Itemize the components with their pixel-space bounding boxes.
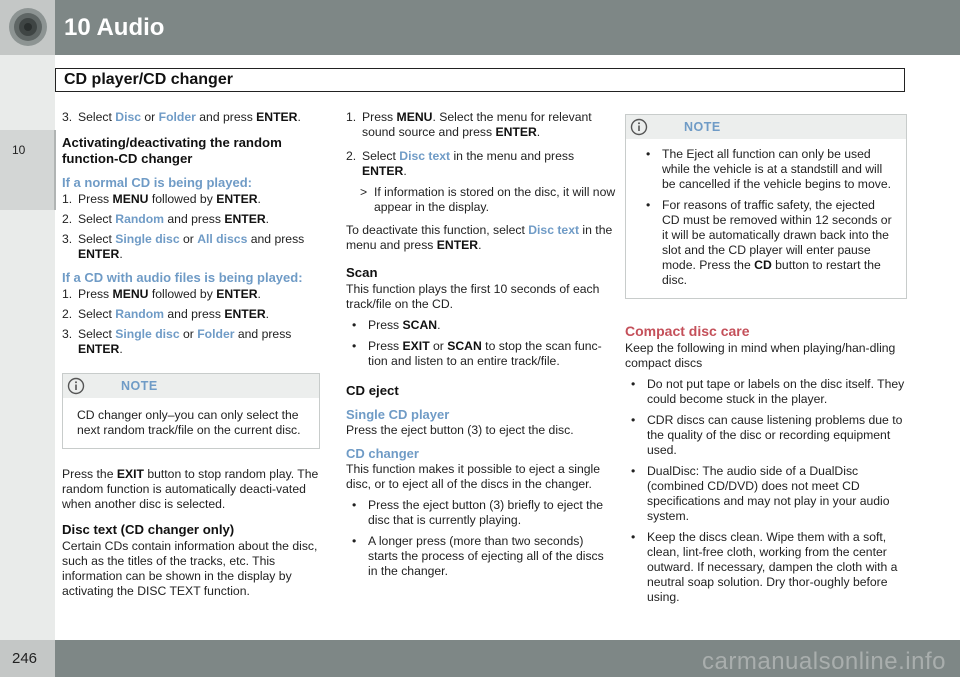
note-header — [63, 374, 319, 398]
page-number: 246 — [12, 650, 38, 667]
list-item: 2. Select Random and press ENTER. — [62, 212, 270, 226]
column-1 — [62, 108, 320, 599]
normal-cd-heading: If a normal CD is being played: — [62, 175, 252, 190]
side-tab-label: 10 — [12, 143, 26, 157]
single-cd-heading: Single CD player — [346, 407, 450, 422]
list-item: 1. Press MENU. Select the menu for relevant sound source and press ENTER. — [346, 110, 592, 139]
note-label: NOTE — [684, 120, 721, 134]
chapter-side-tab[interactable] — [0, 130, 56, 210]
note-label: NOTE — [121, 379, 158, 393]
deactivate-paragraph: To deactivate this function, select Disc text in the menu and press ENTER. — [346, 223, 613, 252]
logo — [0, 0, 55, 55]
scan-paragraph: This function plays the first 10 seconds of each track/file on the CD. — [346, 282, 600, 311]
chapter-title: 10 Audio — [64, 14, 165, 41]
list-item: • DualDisc: The audio side of a DualDisc (combined CD/DVD) does not meet CD specifications and may not play in your audio system. — [631, 464, 890, 523]
list-item: • Press SCAN. — [352, 318, 441, 332]
note-body — [626, 139, 906, 298]
list-item: 3. Select Single disc or Folder and press ENTER. — [62, 327, 292, 356]
watermark: carmanualsonline.info — [702, 648, 946, 675]
scan-heading: Scan — [346, 265, 378, 280]
audio-cd-steps — [62, 287, 320, 357]
list-item: 2. Select Disc text in the menu and press ENTER. — [346, 149, 575, 178]
list-item: • Press the eject button (3) briefly to eject the disc that is currently playing. — [352, 498, 604, 527]
note-text: CD changer only–you can only select the next random track/file on the current disc. — [77, 408, 301, 437]
random-heading: Activating/deactivating the random function-CD changer — [62, 135, 282, 166]
single-cd-paragraph: Press the eject button (3) to eject the disc. — [346, 423, 574, 437]
care-intro: Keep the following in mind when playing/han-dling compact discs — [625, 341, 896, 370]
disc-text-steps — [346, 110, 616, 179]
info-icon — [630, 118, 648, 136]
cd-changer-paragraph: This function makes it possible to eject a single disc, or to eject all of the discs in the changer. — [346, 462, 601, 491]
page-number-box — [0, 640, 55, 677]
list-item: • For reasons of traffic safety, the ejected CD must be removed within 12 seconds or it will be automatically drawn back into the slot and the CD player will enter pause mode. Press the CD button to restart the disc. — [646, 198, 892, 287]
list-item: • Do not put tape or labels on the disc itself. They could become stuck in the player. — [631, 377, 905, 406]
section-title: CD player/CD changer — [64, 71, 233, 88]
list-item: • The Eject all function can only be used while the vehicle is at a standstill and will be cancelled if the vehicle begins to move. — [646, 147, 891, 191]
audio-cd-heading: If a CD with audio files is being played: — [62, 270, 303, 285]
chapter-header — [0, 0, 960, 55]
column-2 — [346, 108, 616, 579]
section-bar — [55, 68, 905, 92]
list-item: 3. Select Disc or Folder and press ENTER. — [62, 110, 301, 124]
list-item: 1. Press MENU followed by ENTER. — [62, 287, 261, 301]
page-footer — [0, 640, 960, 677]
list-item: • Press EXIT or SCAN to stop the scan func-tion and listen to an entire track/file. — [352, 339, 602, 368]
info-icon — [67, 377, 85, 395]
care-heading: Compact disc care — [625, 323, 750, 339]
note-box — [62, 373, 320, 449]
disc-text-heading: Disc text (CD changer only) — [62, 522, 235, 537]
intro-step-list — [62, 110, 320, 125]
list-item: 3. Select Single disc or All discs and press ENTER. — [62, 232, 305, 261]
note-header — [626, 115, 906, 139]
list-item: • A longer press (more than two seconds) starts the process of ejecting all of the discs in the changer. — [352, 534, 604, 578]
note-box — [625, 114, 907, 299]
list-item: • Keep the discs clean. Wipe them with a soft, clean, lint-free cloth, working from the center outward. If necessary, dampen the cloth with a neutral soap solution. Dry thor-oughly before using. — [631, 530, 898, 604]
exit-paragraph: Press the EXIT button to stop random play. The random function is automatically deacti-vated when another disc is selected. — [62, 467, 319, 511]
column-3 — [625, 108, 907, 605]
disc-text-paragraph: Certain CDs contain information about the disc, such as the titles of the tracks, etc. This information can be shown in the display by activating the DISC TEXT function. — [62, 539, 318, 598]
eject-heading: CD eject — [346, 383, 399, 398]
normal-cd-steps — [62, 192, 320, 262]
list-item: 2. Select Random and press ENTER. — [62, 307, 270, 321]
list-item: 1. Press MENU followed by ENTER. — [62, 192, 261, 206]
sub-step: > If information is stored on the disc, it will now appear in the display. — [360, 185, 616, 214]
list-item: • CDR discs can cause listening problems due to the quality of the disc or recording equipment used. — [631, 413, 903, 457]
cd-changer-heading: CD changer — [346, 446, 419, 461]
speaker-icon — [6, 4, 50, 50]
